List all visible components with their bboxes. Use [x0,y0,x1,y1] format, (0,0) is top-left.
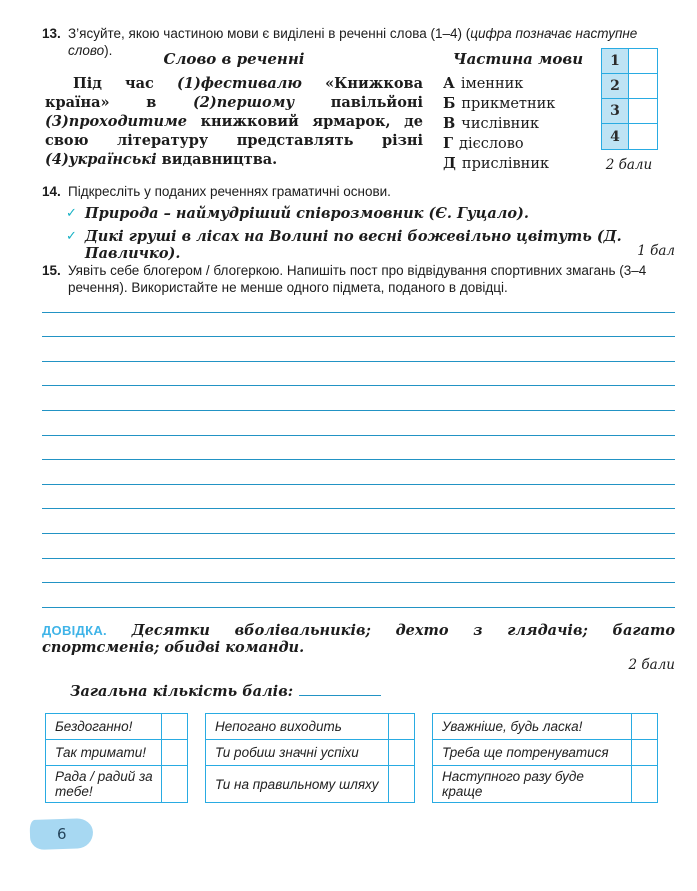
feedback-checkbox[interactable] [631,740,657,765]
reference-label: ДОВІДКА. [42,623,107,638]
task14-prompt: Підкресліть у поданих реченнях граматичні основи. [68,184,391,199]
task13-pos-column [443,50,593,174]
feedback-row [206,740,414,766]
checkmark-icon: ✓ [66,206,77,221]
feedback-text: Ти робиш значні успіхи [215,745,359,760]
answer-row-label-4: 4 [602,124,629,149]
writing-line[interactable] [42,411,675,436]
writing-lines-area [42,288,675,608]
feedback-text: Непогано виходить [215,719,342,734]
option-v-letter: В [443,115,456,132]
task13-right-heading: Частина мови [452,50,584,68]
feedback-row [433,714,657,740]
feedback-checkbox[interactable] [161,766,187,802]
option-b [443,94,593,114]
feedback-row [206,766,414,802]
task14-number: 14. [42,184,61,199]
reference-block [42,622,675,656]
option-d-letter: Д [443,155,456,172]
task14-sentence-1 [66,205,676,222]
total-score-label: Загальна кількість балів: [70,683,294,700]
option-v [443,114,593,134]
writing-line[interactable] [42,362,675,387]
passage-segment: Під час [73,75,178,92]
feedback-text: Рада / радий за тебе! [55,769,153,799]
feedback-row [433,766,657,802]
option-g [443,134,593,154]
answer-row-label-1: 1 [602,49,629,74]
feedback-text: Наступного разу буде краще [442,769,584,799]
task14-points: 1 бал [637,243,675,259]
writing-line[interactable] [42,460,675,485]
answer-cell-3[interactable] [629,99,657,124]
feedback-row [46,740,187,766]
feedback-box-excellent [45,713,188,803]
total-score-blank[interactable] [299,682,381,696]
writing-line[interactable] [42,386,675,411]
option-v-label: числівник [461,116,540,132]
page-number-badge [29,818,93,850]
feedback-text: Ти на правильному шляху [215,776,379,792]
passage-segment: павільйоні [294,94,423,111]
passage-marked-word-3: (3)проходитиме [45,113,187,130]
passage-marked-word-4: (4)українські [45,151,157,168]
task14-header [42,183,682,200]
writing-line[interactable] [42,583,675,608]
passage-marked-word-2: (2)першому [192,94,295,111]
option-g-label: дієслово [459,136,524,152]
feedback-checkbox[interactable] [388,714,414,739]
option-b-letter: Б [443,95,456,112]
writing-line[interactable] [42,534,675,559]
task13-number: 13. [42,26,61,41]
passage-segment: видавництва. [156,151,278,168]
writing-line[interactable] [42,313,675,338]
passage-segment: книжковий ярмарок, де свою літературу представлять різні [45,113,423,149]
task13-answer-table [601,48,658,150]
task13-points: 2 бали [605,157,653,173]
answer-row-label-3: 3 [602,99,629,124]
task13-passage [45,74,423,169]
option-d-label: прислівник [461,156,550,172]
task14-sentence-1-text: Природа – наймудріший співрозмовник (Є. Гуцало). [84,205,529,222]
feedback-checkbox[interactable] [631,714,657,739]
task15-points: 2 бали [628,657,675,673]
option-a-label: іменник [460,76,524,92]
writing-line[interactable] [42,337,675,362]
feedback-checkbox[interactable] [388,740,414,765]
answer-cell-1[interactable] [629,49,657,74]
passage-marked-word-1: (1)фестивалю [177,75,302,92]
task13-prompt-end: ). [104,43,113,58]
option-g-letter: Г [443,135,454,152]
task15-prompt: Уявіть себе блогером / блогеркою. Напишіть пост про відвідування спортивних змагань (3–4 речення). Використайте не менше одного підмета, поданого в довідці. [68,263,647,295]
feedback-text: Бездоганно! [55,719,133,734]
task13-prompt-italic: цифра позначає наступне слово [68,26,638,58]
task13-word-column [45,50,423,169]
task13-left-heading: Слово в реченні [163,50,305,68]
task14-sentence-2 [66,228,676,262]
writing-line[interactable] [42,436,675,461]
feedback-checkbox[interactable] [388,766,414,802]
feedback-checkbox[interactable] [631,766,657,802]
feedback-checkbox[interactable] [161,714,187,739]
feedback-row [433,740,657,766]
option-a-letter: А [443,75,455,92]
writing-line[interactable] [42,485,675,510]
feedback-row [46,714,187,740]
feedback-text: Так тримати! [55,745,146,760]
page-number: 6 [56,825,67,844]
feedback-checkbox[interactable] [161,740,187,765]
feedback-box-improve [432,713,658,803]
answer-cell-4[interactable] [629,124,657,149]
feedback-row [46,766,187,802]
passage-segment: «Книжкова країна» в [45,75,423,111]
task13-prompt-regular: З’ясуйте, якою частиною мови є виділені в реченні слова (1–4) ( [68,26,471,41]
total-score-line [70,682,381,700]
reference-text: Десятки вболівальників; дехто з глядачів; багато спортсменів; обидві команди. [42,622,675,656]
option-a [443,74,593,94]
option-d [443,154,593,174]
writing-line[interactable] [42,288,675,313]
writing-line[interactable] [42,559,675,584]
feedback-text: Треба ще потренуватися [442,745,609,760]
task14-sentence-2-text: Дикі груші в лісах на Волині по весні божевільно цвітуть (Д. Павличко). [84,228,622,262]
option-b-label: прикметник [461,96,556,112]
writing-line[interactable] [42,509,675,534]
answer-cell-2[interactable] [629,74,657,99]
task15-number: 15. [42,263,61,278]
feedback-box-good [205,713,415,803]
feedback-row [206,714,414,740]
answer-row-label-2: 2 [602,74,629,99]
checkmark-icon: ✓ [66,229,77,244]
feedback-text: Уважніше, будь ласка! [442,719,583,734]
